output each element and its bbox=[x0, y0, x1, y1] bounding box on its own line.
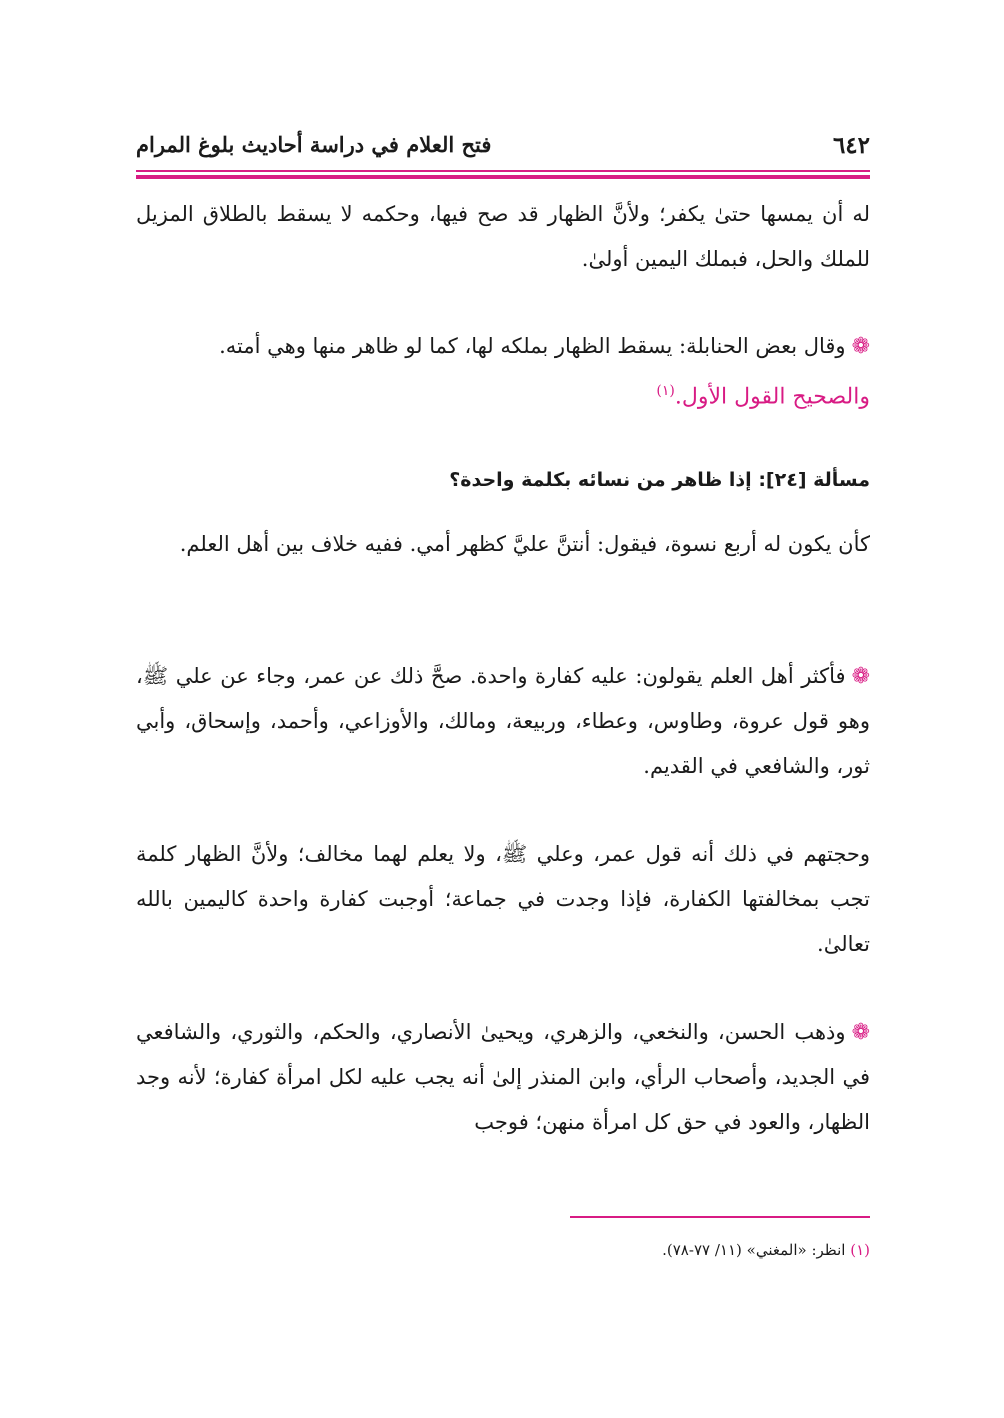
paragraph-4-block bbox=[136, 522, 870, 567]
footnote-rule bbox=[570, 1216, 870, 1218]
opinion-preferred bbox=[136, 369, 870, 419]
book-title: فتح العلام في دراسة أحاديث بلوغ المرام bbox=[136, 132, 492, 157]
paragraph-7 bbox=[136, 1010, 870, 1145]
flower-ornament-icon: ❁ bbox=[851, 1020, 870, 1045]
footnote-text: انظر: «المغني» (١١/ ٧٧-٧٨). bbox=[662, 1241, 846, 1259]
issue-label: مسألة [٢٤]: bbox=[758, 469, 870, 491]
issue-title: إذا ظاهر من نسائه بكلمة واحدة؟ bbox=[449, 469, 752, 491]
paragraph-2 bbox=[136, 324, 870, 369]
header-rule-thick bbox=[136, 175, 870, 179]
paragraph-2-block bbox=[136, 324, 870, 419]
flower-ornament-icon: ❁ bbox=[851, 664, 870, 689]
paragraph-1-block bbox=[136, 192, 870, 282]
paragraph-2-text: وقال بعض الحنابلة: يسقط الظهار بملكه لها، كما لو ظاهر منها وهي أمته. bbox=[219, 334, 846, 358]
page-number: ٦٤٢ bbox=[832, 132, 870, 159]
issue-heading bbox=[136, 460, 870, 500]
paragraph-1: له أن يمسها حتىٰ يكفر؛ ولأنَّ الظهار قد صح فيها، وحكمه لا يسقط بالطلاق المزيل للملك والحل، فبملك اليمين أولىٰ. bbox=[136, 202, 870, 271]
paragraph-5-block bbox=[136, 654, 870, 789]
paragraph-5 bbox=[136, 654, 870, 789]
paragraph-6: وحجتهم في ذلك أنه قول عمر، وعلي ﷺ، ولا يعلم لهما مخالف؛ ولأنَّ الظهار كلمة تجب بمخالفتها الكفارة، فإذا وجدت في جماعة؛ أوجبت كفارة واحدة كاليمين بالله تعالىٰ. bbox=[136, 842, 870, 956]
issue-heading-block bbox=[136, 460, 870, 500]
page-header bbox=[136, 128, 870, 168]
paragraph-7-text: وذهب الحسن، والنخعي، والزهري، ويحيىٰ الأنصاري، والحكم، والثوري، والشافعي في الجديد، وأصحاب الرأي، وابن المنذر إلىٰ أنه يجب عليه لكل امرأة كفارة؛ لأنه وجد الظهار، والعود في حق كل امرأة منهن؛ فوجب bbox=[136, 1020, 870, 1134]
paragraph-4: كأن يكون له أربع نسوة، فيقول: أنتنَّ عليَّ كظهر أمي. ففيه خلاف بين أهل العلم. bbox=[179, 532, 870, 556]
header-rule-thin bbox=[136, 170, 870, 172]
opinion-preferred-text: والصحيح القول الأول. bbox=[674, 384, 870, 410]
footnote-number: (١) bbox=[850, 1241, 870, 1259]
flower-ornament-icon: ❁ bbox=[851, 334, 870, 359]
paragraph-6-block bbox=[136, 832, 870, 967]
footnote bbox=[136, 1236, 870, 1264]
paragraph-5-text: فأكثر أهل العلم يقولون: عليه كفارة واحدة. صحَّ ذلك عن عمر، وجاء عن علي ﷺ، وهو قول عروة، وطاوس، وعطاء، وربيعة، ومالك، والأوزاعي، وأحمد، وإسحاق، وأبي ثور، والشافعي في القديم. bbox=[136, 664, 870, 778]
paragraph-7-block bbox=[136, 1010, 870, 1145]
footnote-ref: (١) bbox=[656, 383, 675, 399]
